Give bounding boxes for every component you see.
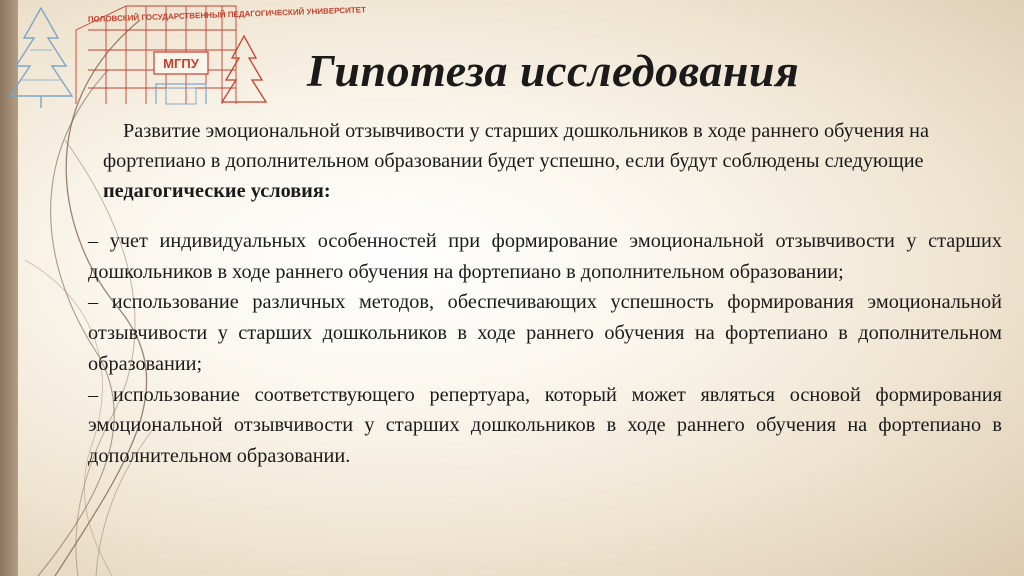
university-logo: [6, 0, 367, 112]
hypothesis-intro-text: Развитие эмоциональной отзывчивости у старших дошкольников в ходе раннего обучения на фортепиано в дополнительном образовании будет успешно, если будут соблюдены следующие: [103, 120, 929, 172]
condition-item: – учет индивидуальных особенностей при формирование эмоциональной отзывчивости у старших дошкольников в ходе раннего обучения на фортепиано в дополнительном образовании;: [88, 230, 1002, 283]
conditions-list: [88, 226, 1002, 472]
logo-abbreviation: МГПУ: [163, 56, 199, 71]
logo-university-name: ПОЛОВСКИЙ ГОСУДАРСТВЕННЫЙ ПЕДАГОГИЧЕСКИЙ УНИВЕРСИТЕТ: [87, 5, 367, 25]
condition-item: – использование соответствующего репертуара, который может являться основой формирования эмоциональной отзывчивости у старших дошкольников в ходе раннего обучения на фортепиано в дополнительном образовании.: [88, 383, 1002, 467]
tree-icon: [10, 8, 72, 108]
tree-icon: [222, 36, 266, 102]
condition-item: – использование различных методов, обеспечивающих успешность формирования эмоциональной отзывчивости у старших дошкольников в ходе раннего обучения на фортепиано в дополнительном образовании;: [88, 291, 1002, 375]
hypothesis-intro-bold: педагогические условия:: [103, 180, 331, 202]
hypothesis-intro: [103, 116, 1015, 206]
slide-title: Гипотеза исследования: [307, 45, 800, 96]
